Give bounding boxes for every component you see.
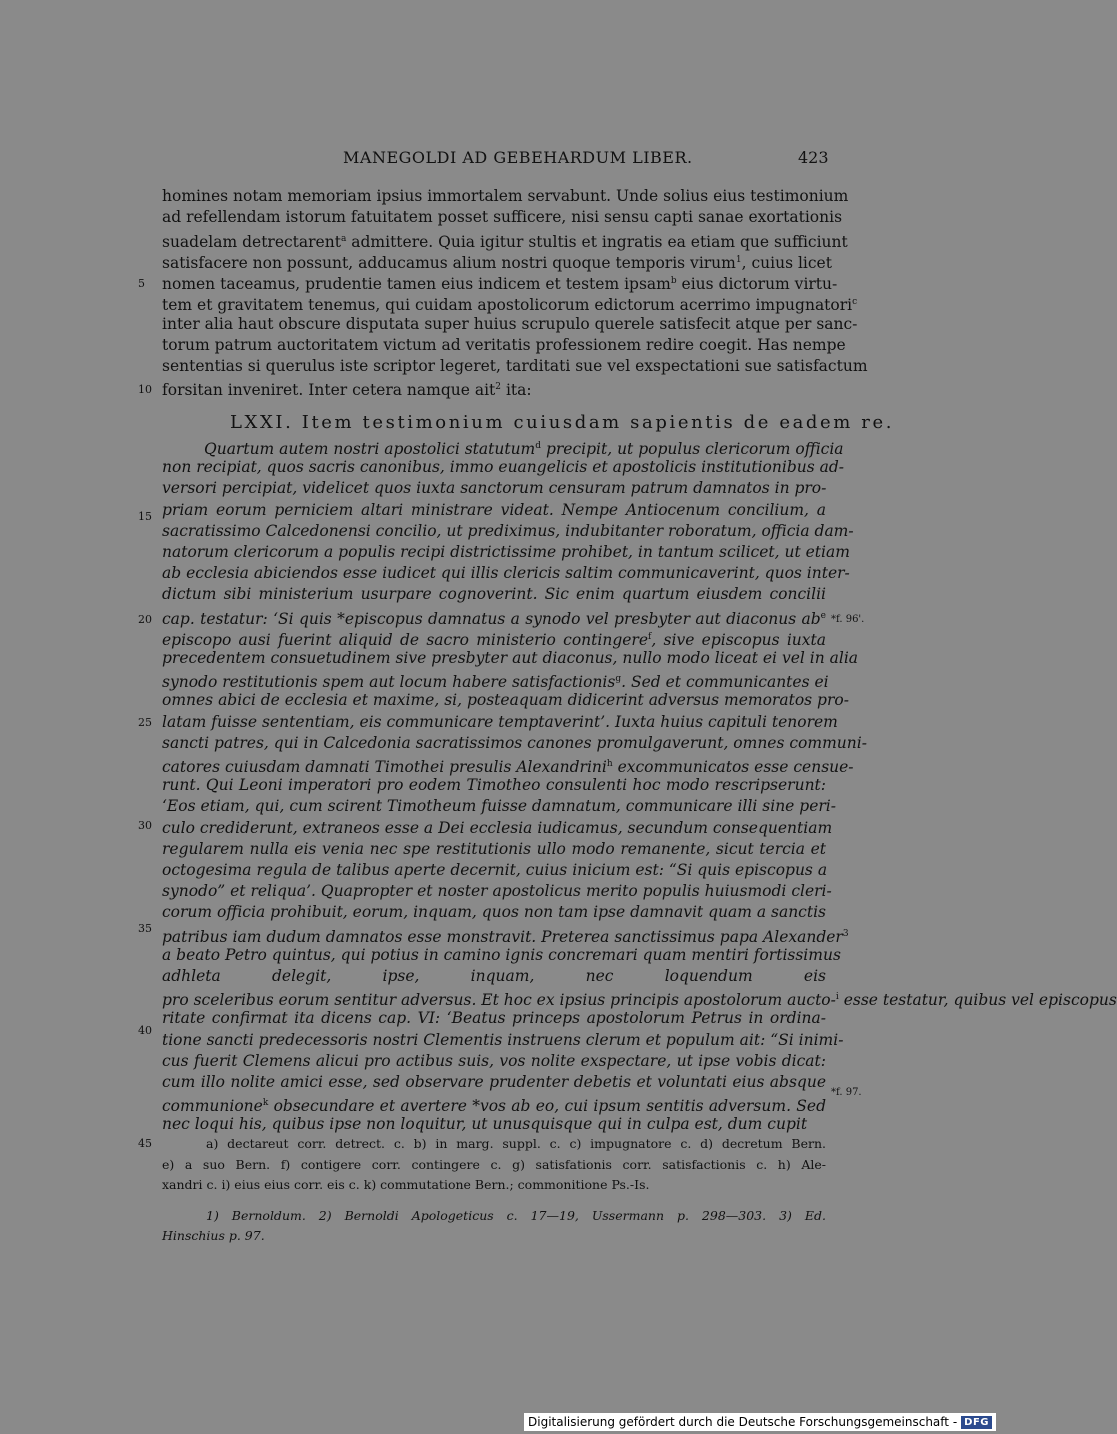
line-number: 10 xyxy=(138,383,152,396)
footnote-marker: 3 xyxy=(842,928,849,939)
text-line xyxy=(162,335,846,356)
footnote-marker: c xyxy=(852,297,858,308)
text-line xyxy=(162,669,829,692)
line-text: non recipiat, quos sacris canonibus, immo euangelicis et apostolicis institutionibus ad- xyxy=(162,458,845,477)
line-text-tail: esse testatur, quibus vel episcopus xyxy=(838,991,1117,1010)
line-text: communione xyxy=(162,1097,263,1116)
footnote-marker: d xyxy=(535,441,542,451)
line-text: a beato Petro quintus, qui potius in camino ignis concremari quam mentiri fortissimus xyxy=(162,945,841,964)
text-line xyxy=(162,902,826,923)
folio-reference: *f. 96'. xyxy=(831,614,865,625)
text-line xyxy=(162,627,826,648)
line-text: homines notam memoriam ipsius immortalem servabunt. Unde solius eius testimonium xyxy=(162,187,849,205)
line-number: 40 xyxy=(138,1024,152,1037)
reference-note-line: Hinschius p. 97. xyxy=(162,1228,265,1243)
text-line xyxy=(162,606,826,627)
line-text: cus fuerit Clemens alicui pro actibus suis, vos nolite exspectare, ut ipse vobis dicat: xyxy=(162,1051,826,1070)
footnote-marker: a xyxy=(340,233,347,244)
text-line xyxy=(162,712,838,733)
line-text: priam eorum perniciem altari ministrare videat. Nempe Antiocenum concilium, a xyxy=(162,500,826,519)
text-line xyxy=(162,733,867,754)
line-text-tail: . Sed et communicantes ei xyxy=(621,673,829,692)
text-line xyxy=(162,356,868,377)
footnote-marker: h xyxy=(606,759,613,769)
line-text: inter alia haut obscure disputata super huius scrupulo querele satisfecit atque per sanc- xyxy=(162,314,858,333)
line-text: satisfacere non possunt, adducamus alium nostri quoque temporis virum xyxy=(162,253,736,272)
line-text: Quartum autem nostri apostolici statutum xyxy=(204,440,536,458)
text-line xyxy=(162,860,826,881)
text-line xyxy=(162,1093,826,1114)
text-line xyxy=(162,478,826,499)
line-text: LXXI. Item testimonium cuiusdam sapientis de eadem re. xyxy=(230,412,895,433)
text-line xyxy=(162,924,849,946)
line-text: nomen taceamus, prudentie tamen eius indicem et testem ipsam xyxy=(162,275,671,293)
line-text: culo crediderunt, extraneos esse a Dei ecclesia iudicamus, secundum consequentiam xyxy=(162,818,833,837)
line-number: 15 xyxy=(138,510,152,523)
text-line xyxy=(162,521,854,542)
line-text: octogesima regula de talibus aperte decernit, cuius inicium est: “Si quis episcopus a xyxy=(162,861,828,879)
text-line xyxy=(162,775,826,796)
footnote-marker: b xyxy=(670,276,677,286)
line-text-tail: , cuius licet xyxy=(741,253,832,272)
text-line xyxy=(162,377,826,398)
text-line xyxy=(162,818,833,839)
text-line xyxy=(162,250,832,272)
line-text: tem et gravitatem tenemus, qui cuidam apostolicorum edictorum acerrimo impugnatori xyxy=(162,296,853,315)
footnote-marker: e xyxy=(820,610,826,621)
text-line xyxy=(162,457,845,478)
line-text: corum officia prohibuit, eorum, inquam, quos non tam ipse damnavit quam a sanctis xyxy=(162,903,827,922)
line-text: latam fuisse sententiam, eis communicare temptaverint’. Iuxta huius capituli tenorem xyxy=(162,712,838,731)
line-number: 35 xyxy=(138,922,152,935)
line-text-tail: admittere. Quia igitur stultis et ingratis ea etiam que sufficiunt xyxy=(346,232,848,251)
line-text: ab ecclesia abiciendos esse iudicet qui illis clericis saltim communicaverint, quos inter- xyxy=(162,564,850,583)
footnote-line: e) a suo Bern. f) contigere corr. contingere c. g) satisfationis corr. satisfactionis c. h) Ale- xyxy=(162,1157,826,1172)
line-text: omnes abici de ecclesia et maxime, si, posteaquam didicerint adversus memoratos pro- xyxy=(162,691,849,710)
line-text: cap. testatur: ‘Si quis *episcopus damnatus a synodo vel presbyter aut diaconus ab xyxy=(162,609,821,628)
line-text: pro sceleribus eorum sentitur adversus. Et hoc ex ipsius principis apostolorum aucto- xyxy=(162,991,836,1010)
text-line xyxy=(162,229,848,251)
text-line xyxy=(162,881,832,902)
line-text: ‘Eos etiam, qui, cum scirent Timotheum fuisse damnatum, communicare illi sine peri- xyxy=(162,797,836,816)
text-line xyxy=(162,945,841,966)
line-number: 25 xyxy=(138,716,152,729)
text-line xyxy=(162,1114,826,1135)
footnote-line: xandri c. i) eius eius corr. eis c. k) commutatione Bern.; commonitione Ps.-Is. xyxy=(162,1177,650,1192)
line-text-tail: ita: xyxy=(501,381,532,400)
line-text: episcopo ausi fuerint aliquid de sacro ministerio contingere xyxy=(162,630,648,649)
line-text: forsitan inveniret. Inter cetera namque ait xyxy=(162,381,496,400)
footnote-marker: f xyxy=(648,631,652,642)
running-title: MANEGOLDI AD GEBEHARDUM LIBER. xyxy=(343,148,693,167)
line-text: ad refellendam istorum fatuitatem posset sufficere, nisi sensu capti sanae exortationis xyxy=(162,208,843,227)
line-text: adhleta delegit, ipse, inquam, nec loquendum eis xyxy=(162,967,826,985)
text-line xyxy=(162,292,858,315)
line-text: suadelam detrectarent xyxy=(162,232,341,251)
line-text: natorum clericorum a populis recipi districtissime prohibet, in tantum scilicet, ut etiam xyxy=(162,543,850,561)
text-line xyxy=(162,500,826,521)
line-number: 45 xyxy=(138,1137,152,1150)
section-heading xyxy=(230,412,895,433)
line-text: precedentem consuetudinem sive presbyter aut diaconus, nullo modo liceat ei vel in alia xyxy=(162,649,859,667)
line-text: patribus iam dudum damnatos esse monstravit. Preterea sanctissimus papa Alexander xyxy=(162,927,843,946)
text-line xyxy=(162,542,850,563)
footnote-marker: 2 xyxy=(495,382,502,393)
line-text: regularem nulla eis venia nec spe restitutionis ullo modo remanente, sicut tercia et xyxy=(162,839,826,858)
line-text: synodo restitutionis spem aut locum habere satisfactionis xyxy=(162,673,616,692)
text-line xyxy=(162,207,843,228)
line-text: runt. Qui Leoni imperatori pro eodem Timotheo consulenti hoc modo rescripserunt: xyxy=(162,776,826,795)
line-text: ritate confirmat ita dicens cap. VI: ‘Beatus princeps apostolorum Petrus in ordina- xyxy=(162,1009,826,1028)
reference-note-line: 1) Bernoldum. 2) Bernoldi Apologeticus c. 17—19, Ussermann p. 298—303. 3) Ed. xyxy=(206,1208,826,1223)
line-number: 30 xyxy=(138,819,152,832)
running-header xyxy=(0,148,1000,172)
text-line xyxy=(162,1030,844,1051)
line-text: torum patrum auctoritatem victum ad veritatis professionem redire coegit. Has nempe xyxy=(162,335,846,354)
footnote-marker: k xyxy=(262,1098,269,1109)
dfg-logo: DFG xyxy=(961,1416,992,1429)
text-line xyxy=(204,436,844,458)
text-line xyxy=(162,1008,826,1029)
line-text-tail: precipit, ut populus clericorum officia xyxy=(541,440,844,458)
footnote-line: a) dectareut corr. detrect. c. b) in marg. suppl. c. c) impugnatore c. d) decretum Bern. xyxy=(206,1136,826,1151)
line-number: 20 xyxy=(138,613,152,626)
line-text: catores cuiusdam damnati Timothei presulis Alexandrini xyxy=(162,758,607,776)
text-line xyxy=(162,966,826,987)
line-text-tail: , sive episcopus iuxta xyxy=(651,630,826,649)
funding-credit xyxy=(524,1413,996,1431)
line-text: nec loqui his, quibus ipse non loquitur, ut unusquisque qui in culpa est, dum cupit xyxy=(162,1115,808,1134)
text-line xyxy=(162,186,849,207)
line-text: versori percipiat, videlicet quos iuxta sanctorum censuram patrum damnatos in pro- xyxy=(162,479,827,498)
text-line xyxy=(162,754,854,776)
text-line xyxy=(162,690,849,711)
text-line xyxy=(162,839,826,860)
text-line xyxy=(162,648,859,669)
footnote-marker: 1 xyxy=(735,254,742,265)
text-line xyxy=(162,271,838,293)
text-line xyxy=(162,314,858,335)
footnote-marker: i xyxy=(835,992,839,1003)
line-text: sententias si querulus iste scriptor legeret, tarditati sue vel exspectationi sue satisfactum xyxy=(162,357,868,375)
line-text: tione sancti predecessoris nostri Clementis instruens clerum et populum ait: “Si inimi- xyxy=(162,1030,844,1049)
text-line xyxy=(162,1072,826,1093)
line-text: cum illo nolite amici esse, sed observare prudenter debetis et voluntati eius absque xyxy=(162,1073,826,1091)
text-line xyxy=(162,1051,826,1072)
text-line xyxy=(162,584,826,605)
line-text: sacratissimo Calcedonensi concilio, ut prediximus, indubitanter roboratum, officia dam- xyxy=(162,521,854,540)
line-number: 5 xyxy=(138,277,145,290)
line-text: synodo” et reliqua’. Quapropter et noster apostolicus merito populis huiusmodi cleri- xyxy=(162,882,832,901)
line-text-tail: excommunicatos esse censue- xyxy=(612,758,854,776)
line-text: dictum sibi ministerium usurpare cognoverint. Sic enim quartum eiusdem concilii xyxy=(162,585,826,604)
line-text-tail: eius dictorum virtu- xyxy=(676,275,838,293)
line-text-tail: obsecundare et avertere *vos ab eo, cui ipsum sentitis adversum. Sed xyxy=(268,1097,826,1116)
folio-reference: *f. 97. xyxy=(831,1087,862,1098)
text-line xyxy=(162,796,836,817)
text-line xyxy=(162,563,850,584)
text-line xyxy=(162,987,1117,1010)
credit-text: Digitalisierung gefördert durch die Deutsche Forschungsgemeinschaft - xyxy=(528,1415,958,1429)
line-text: sancti patres, qui in Calcedonia sacratissimos canones promulgaverunt, omnes communi- xyxy=(162,733,867,752)
page-number: 423 xyxy=(798,148,829,167)
footnote-marker: g xyxy=(615,674,622,685)
